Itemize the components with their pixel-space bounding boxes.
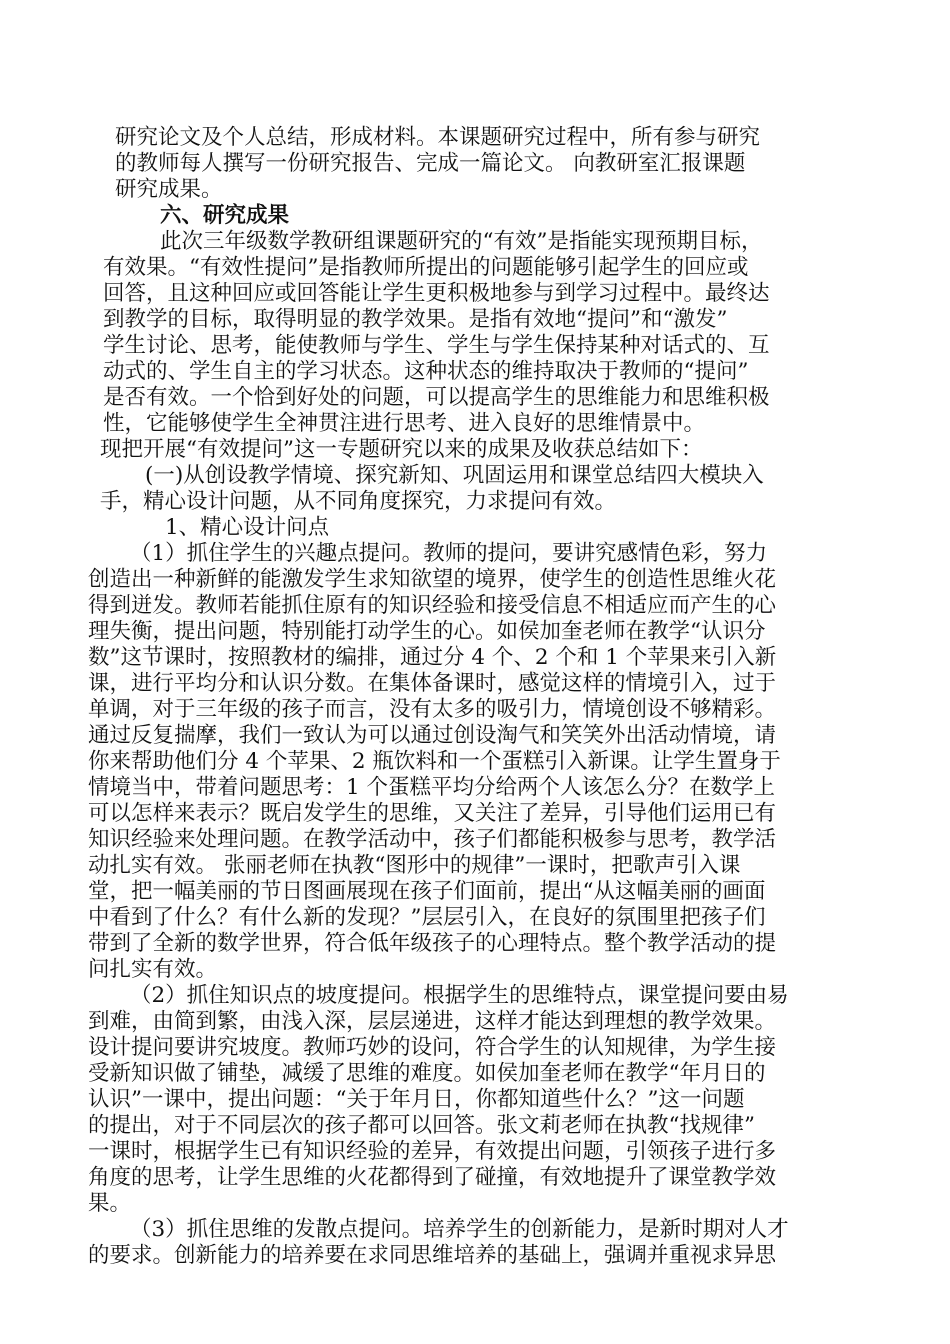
text-line: 研究成果。 xyxy=(115,177,223,202)
text-line: 得到迸发。教师若能抓住原有的知识经验和接受信息不相适应而产生的心 xyxy=(88,593,777,618)
text-line: 知识经验来处理问题。在教学活动中，孩子们都能积极参与思考，教学活 xyxy=(88,827,777,852)
text-line: 到教学的目标，取得明显的教学效果。是指有效地“提问”和“激发” xyxy=(103,307,728,332)
text-line: 可以怎样来表示？既启发学生的思维，又关注了差异，引导他们运用已有 xyxy=(88,801,777,826)
text-line: 是否有效。一个恰到好处的问题，可以提高学生的思维能力和思维积极 xyxy=(103,385,770,410)
text-line: 学生讨论、思考，能使教师与学生、学生与学生保持某种对话式的、互 xyxy=(103,333,770,358)
text-line: 通过反复揣摩，我们一致认为可以通过创设淘气和笑笑外出活动情境，请 xyxy=(88,723,777,748)
text-line: 受新知识做了铺垫，减缓了思维的难度。如侯加奎老师在教学“年月日的 xyxy=(88,1061,766,1086)
text-line: 带到了全新的数学世界，符合低年级孩子的心理特点。整个教学活动的提 xyxy=(88,931,777,956)
text-line: 问扎实有效。 xyxy=(88,957,218,982)
text-line: 此次三年级数学教研组课题研究的“有效”是指能实现预期目标， xyxy=(160,229,763,254)
text-line: 的教师每人撰写一份研究报告、完成一篇论文。 向教研室汇报课题 xyxy=(115,151,746,176)
text-line: 中看到了什么？有什么新的发现？”层层引入，在良好的氛围里把孩子们 xyxy=(88,905,766,930)
text-line: 现把开展“有效提问”这一专题研究以来的成果及收获总结如下： xyxy=(100,437,703,462)
text-line: 理失衡，提出问题，特别能打动学生的心。如侯加奎老师在教学“认识分 xyxy=(88,619,766,644)
text-line: 数”这节课时，按照教材的编排，通过分 4 个、2 个和 1 个苹果来引入新 xyxy=(88,645,777,670)
subsection-heading: 1、精心设计问点 xyxy=(165,515,330,540)
text-line: 你来帮助他们分 4 个苹果、2 瓶饮料和一个蛋糕引入新课。让学生置身于 xyxy=(88,749,781,774)
text-line: （3）抓住思维的发散点提问。培养学生的创新能力，是新时期对人才 xyxy=(130,1217,789,1242)
text-line: 创造出一种新鲜的能激发学生求知欲望的境界，使学生的创造性思维火花 xyxy=(88,567,777,592)
text-line: (一)从创设教学情境、探究新知、巩固运用和课堂总结四大模块入 xyxy=(145,463,764,488)
text-line: 单调，对于三年级的孩子而言，没有太多的吸引力，情境创设不够精彩。 xyxy=(88,697,777,722)
text-line: （1）抓住学生的兴趣点提问。教师的提问，要讲究感情色彩，努力 xyxy=(130,541,768,566)
text-line: 动扎实有效。 张丽老师在执教“图形中的规律”一课时，把歌声引入课 xyxy=(88,853,741,878)
text-line: 课，进行平均分和认识分数。在集体备课时，感觉这样的情境引入，过于 xyxy=(88,671,777,696)
text-line: 角度的思考，让学生思维的火花都得到了碰撞，有效地提升了课堂教学效 xyxy=(88,1165,777,1190)
text-line: 一课时，根据学生已有知识经验的差异，有效提出问题，引领孩子进行多 xyxy=(88,1139,777,1164)
text-line: 动式的、学生自主的学习状态。这种状态的维持取决于教师的“提问” xyxy=(103,359,749,384)
text-line: 情境当中，带着问题思考：1 个蛋糕平均分给两个人该怎么分？在数学上 xyxy=(88,775,776,800)
text-line: 手，精心设计问题，从不同角度探究，力求提问有效。 xyxy=(100,489,617,514)
text-line: 性，它能够使学生全神贯注进行思考、进入良好的思维情景中。 xyxy=(103,411,706,436)
text-line: 研究论文及个人总结，形成材料。本课题研究过程中，所有参与研究 xyxy=(115,125,761,150)
section-heading: 六、研究成果 xyxy=(160,203,290,228)
text-line: 回答，且这种回应或回答能让学生更积极地参与到学习过程中。最终达 xyxy=(103,281,770,306)
text-line: 的提出，对于不同层次的孩子都可以回答。张文莉老师在执教“找规律” xyxy=(88,1113,755,1138)
text-line: 堂，把一幅美丽的节日图画展现在孩子们面前，提出“从这幅美丽的画面 xyxy=(88,879,766,904)
text-line: （2）抓住知识点的坡度提问。根据学生的思维特点，课堂提问要由易 xyxy=(130,983,789,1008)
text-line: 果。 xyxy=(88,1191,132,1216)
text-line: 的要求。创新能力的培养要在求同思维培养的基础上，强调并重视求异思 xyxy=(88,1243,777,1268)
text-line: 认识”一课中，提出问题：“关于年月日，你都知道些什么？”这一问题 xyxy=(88,1087,745,1112)
text-line: 到难，由简到繁，由浅入深，层层递进，这样才能达到理想的教学效果。 xyxy=(88,1009,777,1034)
text-line: 有效果。“有效性提问”是指教师所提出的问题能够引起学生的回应或 xyxy=(103,255,749,280)
text-line: 设计提问要讲究坡度。教师巧妙的设问，符合学生的认知规律，为学生接 xyxy=(88,1035,777,1060)
